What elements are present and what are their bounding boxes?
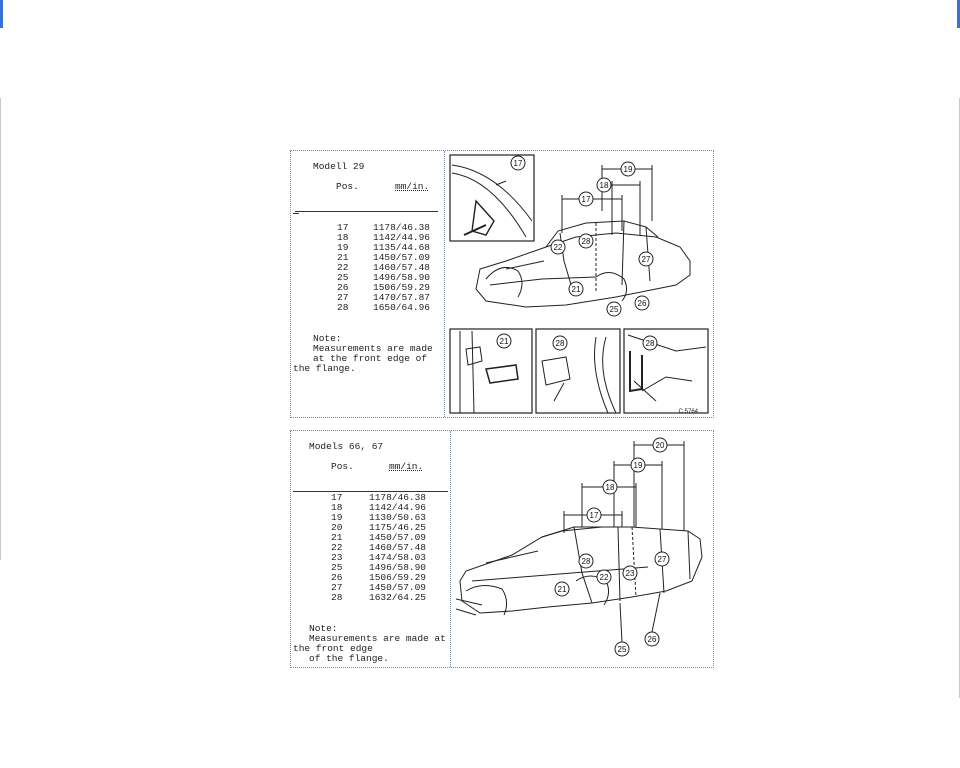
svg-text:23: 23 [625,569,635,578]
table-row: 26 [331,572,343,583]
table-row: 1450/57.09 [369,532,427,543]
note-line: of the flange. [309,653,389,664]
svg-text:26: 26 [647,635,657,644]
svg-text:18: 18 [599,181,609,190]
table-row: 18 [331,502,343,513]
table-row: 27 [337,292,349,303]
table-row: 23 [331,552,343,563]
table-row: 26 [337,282,349,293]
figure-reference: C 5764 [678,409,698,415]
note-line: the flange. [293,363,356,374]
spec-block-models-66-67 [290,430,714,668]
car-body-figure-models-66-67 [452,431,712,667]
svg-text:22: 22 [599,573,609,582]
table-row: 1450/57.09 [369,582,427,593]
table-row: 1650/64.96 [373,302,431,313]
left-scroll-track [0,98,1,560]
svg-text:18: 18 [605,483,615,492]
spec-block-modell-29 [290,150,714,418]
table-row: 1506/59.29 [369,572,427,583]
svg-text:17: 17 [581,195,591,204]
table-row: 27 [331,582,343,593]
note-line: Note: [309,623,338,634]
model-title: Modell 29 [313,161,365,172]
table-row: 1474/58.03 [369,552,427,563]
note-line: Measurements are made at [309,633,446,644]
table-row: 1178/46.38 [373,222,431,233]
car-body-diagram [446,151,712,417]
model-title: Models 66, 67 [309,441,384,452]
svg-text:28: 28 [581,557,591,566]
svg-text:21: 21 [557,585,567,594]
table-row: 28 [337,302,349,313]
svg-text:19: 19 [633,461,643,470]
table-row: 1470/57.87 [373,292,431,303]
column-header-pos: Pos. [336,181,359,192]
table-row: 25 [331,562,343,573]
spec-text-column [291,151,445,417]
table-row: 19 [331,512,343,523]
svg-text:25: 25 [609,305,619,314]
table-row: 1175/46.25 [369,522,427,533]
svg-text:28: 28 [581,237,591,246]
svg-text:20: 20 [655,441,665,450]
table-row: 28 [331,592,343,603]
table-row: 1450/57.09 [373,252,431,263]
table-row: 1135/44.68 [373,242,431,253]
column-header-pos: Pos. [331,461,354,472]
svg-text:27: 27 [641,255,651,264]
table-row: 20 [331,522,343,533]
note-line: the front edge [293,643,373,654]
table-row: 1496/58.90 [373,272,431,283]
svg-text:22: 22 [553,243,563,252]
table-row: 1142/44.96 [373,232,431,243]
note-line: at the front edge of [313,353,428,364]
table-row: 18 [337,232,349,243]
note-line: Measurements are made [313,343,433,354]
table-row: 1178/46.38 [369,492,427,503]
table-row: 25 [337,272,349,283]
table-row: 22 [331,542,343,553]
svg-text:17: 17 [513,159,523,168]
table-row: 17 [331,492,343,503]
svg-text:21: 21 [571,285,581,294]
svg-text:28: 28 [645,339,655,348]
stray-dash [293,213,299,214]
table-row: 1460/57.48 [369,542,427,553]
note-line: Note: [313,333,342,344]
car-body-figure-modell-29 [446,151,712,417]
table-row: 19 [337,242,349,253]
table-row: 17 [337,222,349,233]
callout-labels [555,438,669,656]
estate-body-diagram [452,431,712,667]
table-row: 1496/58.90 [369,562,427,573]
table-row: 1506/59.29 [373,282,431,293]
svg-text:27: 27 [657,555,667,564]
table-row: 1632/64.25 [369,592,427,603]
column-header-unit: mm/in. [395,181,430,192]
header-rule [295,211,438,212]
svg-text:21: 21 [499,337,509,346]
svg-text:28: 28 [555,339,565,348]
table-row: 22 [337,262,349,273]
svg-text:17: 17 [589,511,599,520]
svg-text:26: 26 [637,299,647,308]
spec-text-column [291,431,451,667]
table-row: 21 [337,252,349,263]
table-row: 1142/44.96 [369,502,427,513]
column-header-unit: mm/in. [389,461,424,472]
table-row: 21 [331,532,343,543]
svg-text:19: 19 [623,165,633,174]
left-edge-marker [0,0,3,28]
svg-text:25: 25 [617,645,627,654]
table-row: 1460/57.48 [373,262,431,273]
table-row: 1130/50.63 [369,512,427,523]
